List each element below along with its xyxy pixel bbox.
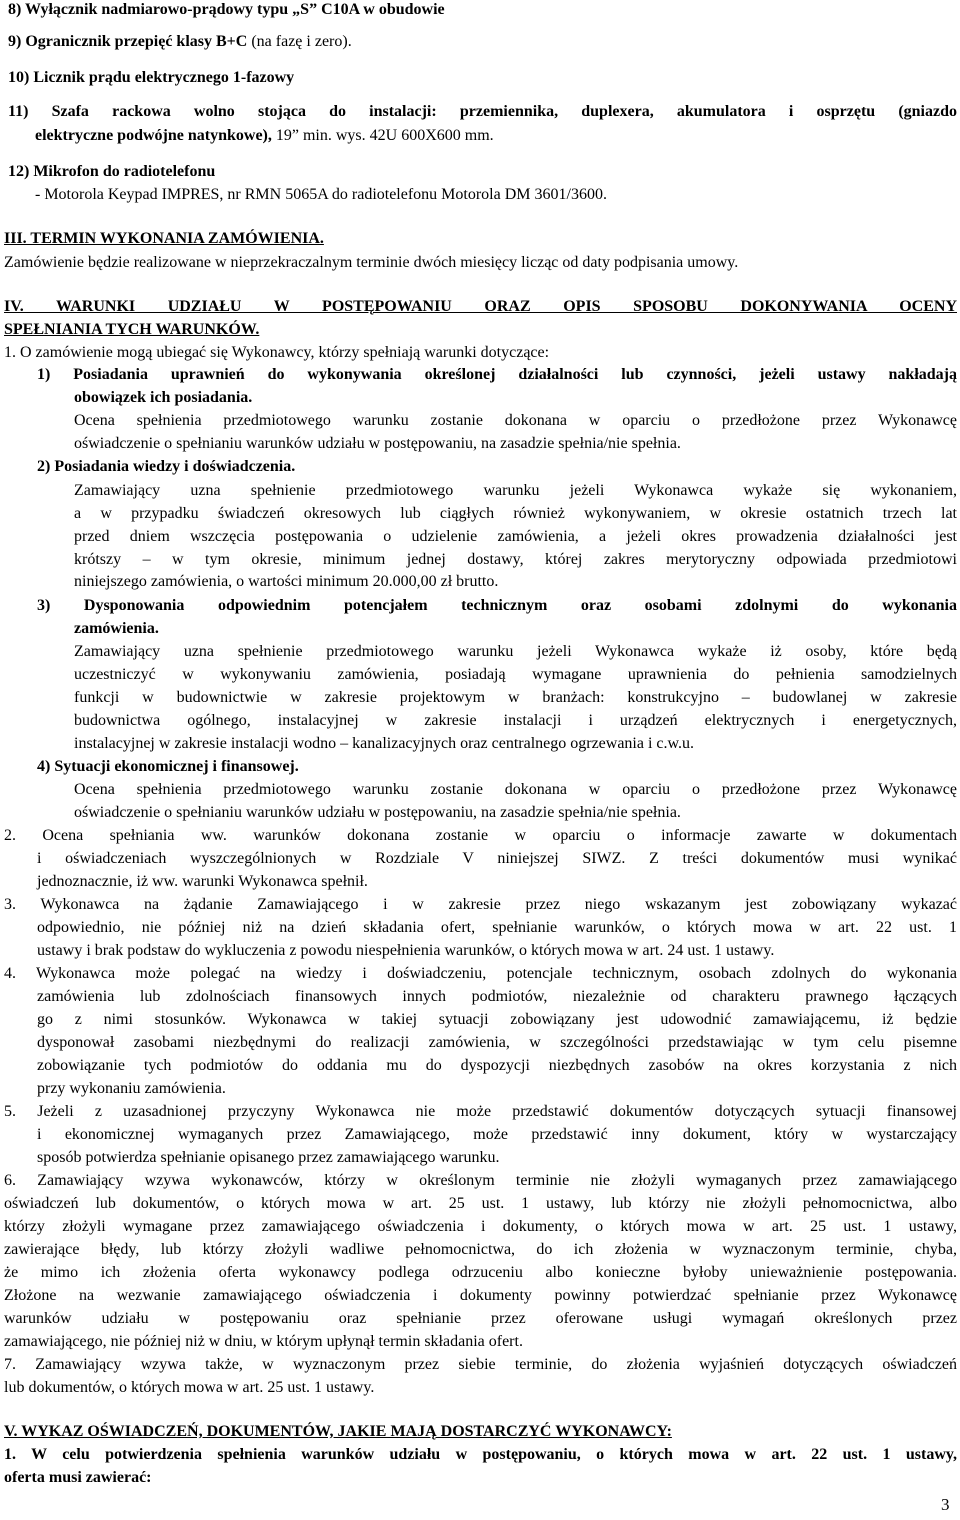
paragraph-2-line1: 2. Ocena spełniania ww. warunków dokonana zostanie w oparciu o informacje zawarte w dokumentach xyxy=(4,827,957,844)
paragraph-6-line1: 6. Zamawiający wzywa wykonawców, którzy w określonym terminie nie złożyli wymaganych przez zamawiającego xyxy=(4,1172,957,1189)
list-item-9 xyxy=(8,32,352,54)
condition-2-line2: a w przypadku świadczeń okresowych lub ciągłych również wykonywaniem, w okresie ostatnich trzech lat xyxy=(74,505,957,522)
condition-3-text-line2: uczestniczyć w wykonywaniu zamówienia, posiadają wymagane uprawnienia do pełnienia samodzielnych xyxy=(74,666,957,683)
condition-2-line5: niniejszego zamówienia, o wartości minimum 20.000,00 zł brutto. xyxy=(74,573,499,590)
paragraph-3-line2: odpowiednio, nie później niż na dzień składania ofert, spełnianie warunków, o których mowa w art. 22 ust. 1 xyxy=(37,919,957,936)
condition-2-heading: 2) Posiadania wiedzy i doświadczenia. xyxy=(37,458,296,475)
page-number: 3 xyxy=(941,1495,950,1514)
section-4-heading-line2: SPEŁNIANIA TYCH WARUNKÓW. xyxy=(4,321,260,338)
paragraph-7-line1: 7. Zamawiający wzywa także, w wyznaczonym przez siebie terminie, do złożenia wyjaśnień dotyczących oświadczeń xyxy=(4,1356,957,1373)
paragraph-7-line2: lub dokumentów, o których mowa w art. 25 ust. 1 ustawy. xyxy=(4,1379,375,1396)
paragraph-6-line8: zamawiającego, nie później niż w dniu, w którym upłynął termin składania ofert. xyxy=(4,1333,523,1350)
section-5-heading: V. WYKAZ OŚWIADCZEŃ, DOKUMENTÓW, JAKIE MAJĄ DOSTARCZYĆ WYKONAWCY: xyxy=(4,1423,672,1440)
list-item-8: 8) Wyłącznik nadmiarowo-prądowy typu „S” C10A w obudowie xyxy=(8,1,445,18)
paragraph-2-line2: i oświadczeniach wyszczególnionych w Rozdziale V niniejszej SIWZ. Z treści dokumentów musi wynikać xyxy=(37,850,957,867)
list-item-11-line2 xyxy=(35,126,494,148)
condition-4-heading: 4) Sytuacji ekonomicznej i finansowej. xyxy=(37,758,299,775)
condition-3-text-line5: instalacyjnej w zakresie instalacji wodno – kanalizacyjnych oraz centralnego ogrzewania i c.w.u. xyxy=(74,735,695,752)
list-item-11-rest: 19” min. wys. 42U 600X600 mm. xyxy=(271,127,494,144)
paragraph-5-line2: i ekonomicznej wymaganych przez Zamawiającego, może przedstawić inny dokument, który w wystarczający xyxy=(37,1126,957,1143)
paragraph-2-line3: jednoznacznie, iż ww. warunki Wykonawca spełnił. xyxy=(37,873,368,890)
condition-2-line4: krótszy – w tym okresie, minimum jednej dostawy, której zakres merytoryczny odpowiada przedmiotowi xyxy=(74,551,957,568)
condition-3-line1: 3) Dysponowania odpowiednim potencjałem technicznym oraz osobami zdolnymi do wykonania xyxy=(37,597,957,614)
list-item-11-bold: elektryczne podwójne natynkowe), xyxy=(35,127,272,144)
list-item-10: 10) Licznik prądu elektrycznego 1-fazowy xyxy=(8,69,295,86)
paragraph-4-line4: dysponował zasobami niezbędnymi do realizacji zamówienia, w szczególności przedstawiając w tym celu pisemne xyxy=(37,1034,957,1051)
paragraph-3-line3: ustawy i brak podstaw do wykluczenia z powodu niespełnienia warunków, o których mowa w art. 24 ust. 1 ustawy. xyxy=(37,942,775,959)
paragraph-6-line2: oświadczeń lub dokumentów, o których mowa w art. 25 ust. 1 ustawy, lub którzy nie złożyli pełnomocnictwa, albo xyxy=(4,1195,957,1212)
list-item-12-line2: - Motorola Keypad IMPRES, nr RMN 5065A do radiotelefonu Motorola DM 3601/3600. xyxy=(35,186,607,203)
condition-3-text-line4: budownictwa ogólnego, instalacyjnej w zakresie instalacji i urządzeń elektrycznych i energetycznych, xyxy=(74,712,957,729)
section-4-p1-intro: 1. O zamówienie mogą ubiegać się Wykonawcy, którzy spełniają warunki dotyczące: xyxy=(4,344,550,361)
section-5-p1-line1: 1. W celu potwierdzenia spełnienia warunków udziału w postępowaniu, o których mowa w art. 22 ust. 1 ustawy, xyxy=(4,1446,957,1463)
paragraph-4-line1: 4. Wykonawca może polegać na wiedzy i doświadczeniu, potencjale technicznym, osobach zdolnych do wykonania xyxy=(4,965,957,982)
list-item-9-rest: (na fazę i zero). xyxy=(247,33,352,50)
section-4-heading-line1: IV. WARUNKI UDZIAŁU W POSTĘPOWANIU ORAZ OPIS SPOSOBU DOKONYWANIA OCENY xyxy=(4,298,957,315)
condition-3-text-line3: funkcji w budownictwie w zakresie projektowym w branżach: konstrukcyjno – budowlanej w zakresie xyxy=(74,689,957,706)
section-5-p1-line2: oferta musi zawierać: xyxy=(4,1469,152,1486)
condition-3-text-line1: Zamawiający uzna spełnienie przedmiotowego warunku jeżeli Wykonawca wykaże iż osoby, które będą xyxy=(74,643,957,660)
condition-4-text-line1: Ocena spełnienia przedmiotowego warunku zostanie dokonana w oparciu o przedłożone przez Wykonawcę xyxy=(74,781,957,798)
paragraph-6-line4: zawierające błędy, lub którzy złożyli wadliwe pełnomocnictwa, do ich złożenia w wyznaczonym terminie, chyba, xyxy=(4,1241,957,1258)
condition-2-line3: przed dniem wszczęcia postępowania o udzielenie zamówienia, a jeżeli okres prowadzenia działalności jest xyxy=(74,528,957,545)
paragraph-6-line5: że mimo ich złożenia oferta wykonawcy podlega odrzuceniu albo konieczne byłoby unieważnienie postępowania. xyxy=(4,1264,957,1281)
paragraph-4-line5: zobowiązanie tych podmiotów do oddania mu do dyspozycji niezbędnych zasobów na okres korzystania z nich xyxy=(37,1057,957,1074)
section-3-heading: III. TERMIN WYKONANIA ZAMÓWIENIA. xyxy=(4,230,324,247)
paragraph-6-line7: warunków udziału w postępowaniu oraz spełnianie przez oferowane usługi wymagań określonych przez xyxy=(4,1310,957,1327)
list-item-12-line1: 12) Mikrofon do radiotelefonu xyxy=(8,163,216,180)
condition-1-line2: obowiązek ich posiadania. xyxy=(74,389,253,406)
section-3-text: Zamówienie będzie realizowane w nieprzekraczalnym terminie dwóch miesięcy licząc od daty podpisania umowy. xyxy=(4,254,739,271)
paragraph-5-line3: sposób potwierdza spełnianie opisanego przez zamawiającego warunku. xyxy=(37,1149,500,1166)
paragraph-3-line1: 3. Wykonawca na żądanie Zamawiającego i w zakresie przez niego wskazanym jest zobowiązany wykazać xyxy=(4,896,957,913)
condition-4-text-line2: oświadczenie o spełnianiu warunków udziału w postępowaniu, na zasadzie spełnia/nie spełnia. xyxy=(74,804,681,821)
condition-1-line1: 1) Posiadania uprawnień do wykonywania określonej działalności lub czynności, jeżeli ustawy nakładają xyxy=(37,366,957,383)
condition-1-text-line1: Ocena spełnienia przedmiotowego warunku zostanie dokonana w oparciu o przedłożone przez Wykonawcę xyxy=(74,412,957,429)
condition-3-line2: zamówienia. xyxy=(74,620,159,637)
list-item-11-line1: 11) Szafa rackowa wolno stojąca do instalacji: przemiennika, duplexera, akumulatora i osprzętu (gniazdo xyxy=(8,103,957,120)
paragraph-4-line6: przy wykonaniu zamówienia. xyxy=(37,1080,226,1097)
paragraph-4-line3: go z nimi stosunków. Wykonawca w takiej sytuacji zobowiązany jest udowodnić zamawiającemu, iż będzie xyxy=(37,1011,957,1028)
paragraph-6-line3: którzy złożyli wymagane przez zamawiającego oświadczenia i dokumenty, o których mowa w art. 25 ust. 1 ustawy, xyxy=(4,1218,957,1235)
paragraph-5-line1: 5. Jeżeli z uzasadnionej przyczyny Wykonawca nie może przedstawić dokumentów dotyczących sytuacji finansowej xyxy=(4,1103,957,1120)
list-item-9-bold: 9) Ogranicznik przepięć klasy B+C xyxy=(8,33,248,50)
paragraph-6-line6: Złożone na wezwanie zamawiającego oświadczenia i dokumenty powinny potwierdzać spełnianie przez Wykonawcę xyxy=(4,1287,957,1304)
condition-2-line1: Zamawiający uzna spełnienie przedmiotowego warunku jeżeli Wykonawca wykaże się wykonaniem, xyxy=(74,482,957,499)
paragraph-4-line2: zamówienia lub zdolnościach finansowych innych podmiotów, niezależnie od charakteru prawnego łączących xyxy=(37,988,957,1005)
condition-1-text-line2: oświadczenie o spełnianiu warunków udziału w postępowaniu, na zasadzie spełnia/nie spełnia. xyxy=(74,435,681,452)
